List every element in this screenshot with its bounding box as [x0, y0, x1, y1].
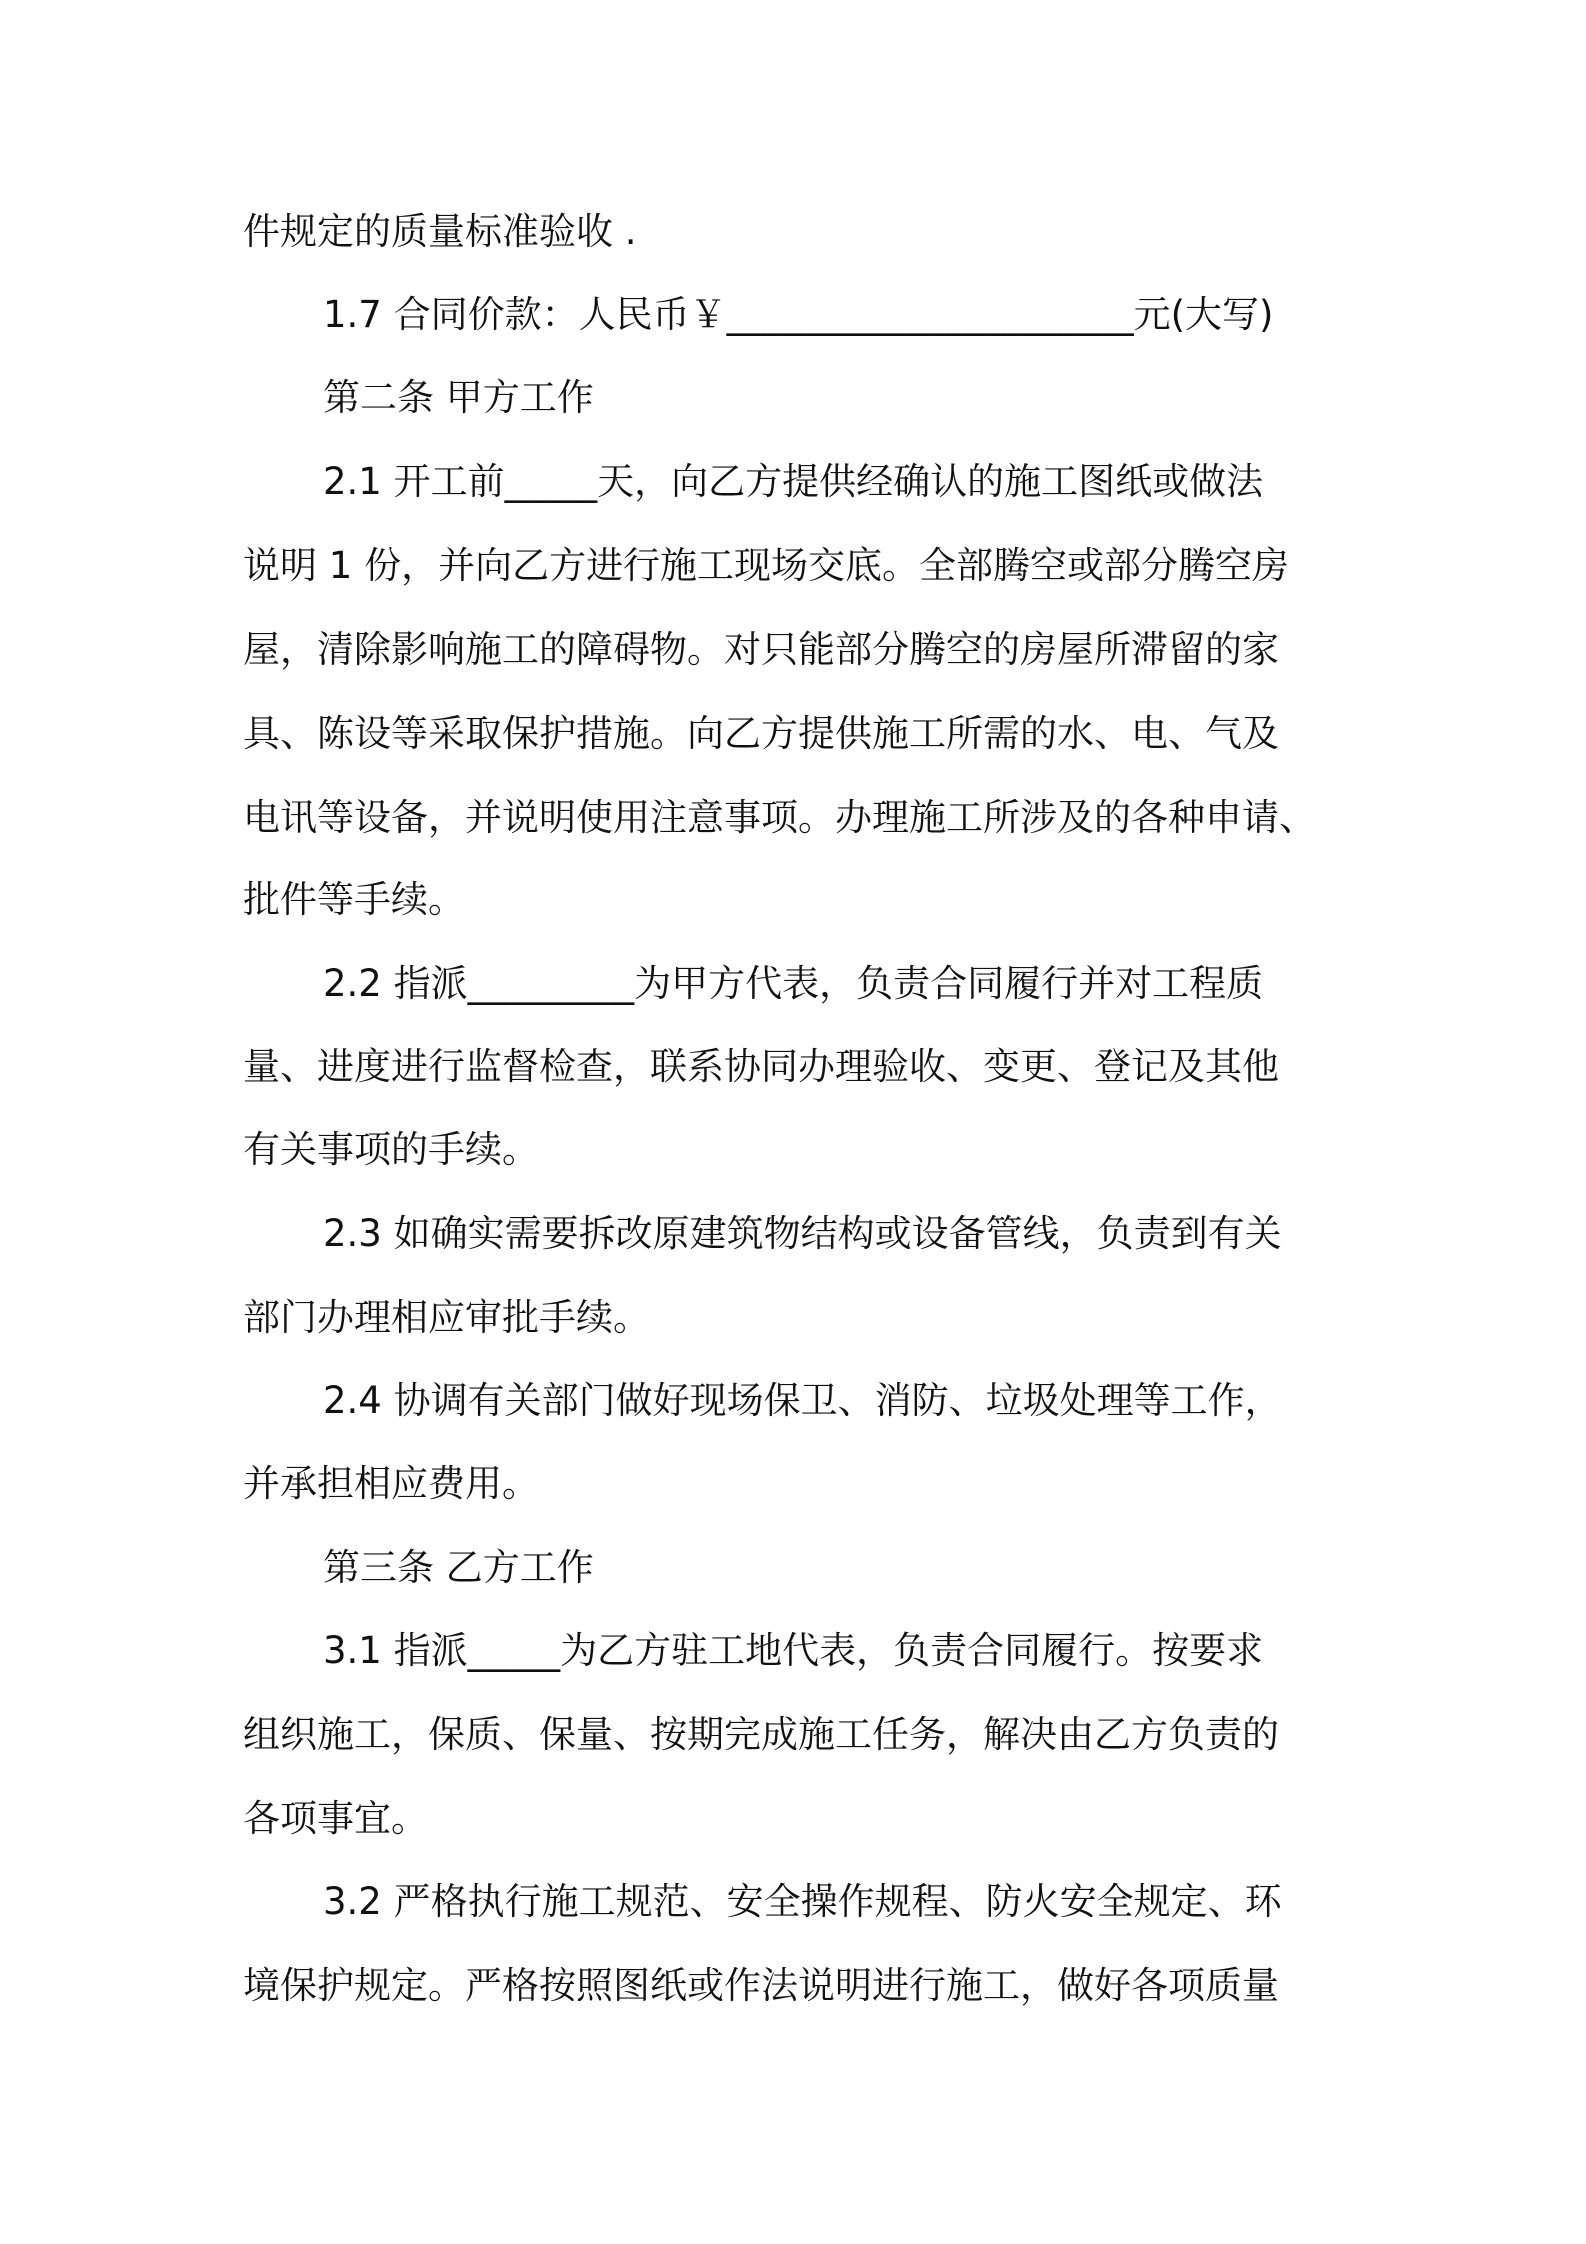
text-line-content: 组织施工，保质、保量、按期完成施工任务，解决由乙方负责的	[243, 1713, 1279, 1756]
text-line-content: 第三条 乙方工作	[323, 1546, 594, 1589]
text-line-content: 具、陈设等采取保护措施。向乙方提供施工所需的水、电、气及	[243, 712, 1279, 755]
text-line-content: 3.2 严格执行施工规范、安全操作规程、防火安全规定、环	[323, 1880, 1282, 1923]
text-line-content: 电讯等设备，并说明使用注意事项。办理施工所涉及的各种申请、	[243, 796, 1316, 839]
text-line-content: 并承担相应费用。	[243, 1462, 539, 1505]
text-line-content: 件规定的质量标准验收 .	[243, 210, 637, 253]
text-line-content: 批件等手续。	[243, 878, 465, 921]
text-line-content: 部门办理相应审批手续。	[243, 1296, 650, 1339]
text-line-content: 2.2 指派_________为甲方代表，负责合同履行并对工程质	[323, 962, 1264, 1005]
text-line-content: 境保护规定。严格按照图纸或作法说明进行施工，做好各项质量	[243, 1964, 1279, 2007]
text-line-content: 2.4 协调有关部门做好现场保卫、消防、垃圾处理等工作，	[323, 1379, 1282, 1422]
text-line-content: 有关事项的手续。	[243, 1128, 539, 1171]
text-line-content: 第二条 甲方工作	[323, 376, 594, 419]
text-line-content: 各项事宜。	[243, 1797, 428, 1840]
text-line-content: 2.3 如确实需要拆改原建筑物结构或设备管线，负责到有关	[323, 1212, 1282, 1255]
text-line-content: 量、进度进行监督检查，联系协同办理验收、变更、登记及其他	[243, 1045, 1279, 1088]
text-line-content: 1.7 合同价款：人民币￥______________________元(大写)	[323, 293, 1274, 336]
text-line-content: 3.1 指派_____为乙方驻工地代表，负责合同履行。按要求	[323, 1629, 1264, 1672]
text-line-content: 说明 1 份，并向乙方进行施工现场交底。全部腾空或部分腾空房	[243, 544, 1290, 587]
text-line-content: 2.1 开工前_____天，向乙方提供经确认的施工图纸或做法	[323, 460, 1264, 503]
text-line-content: 屋，清除影响施工的障碍物。对只能部分腾空的房屋所滞留的家	[243, 628, 1279, 671]
